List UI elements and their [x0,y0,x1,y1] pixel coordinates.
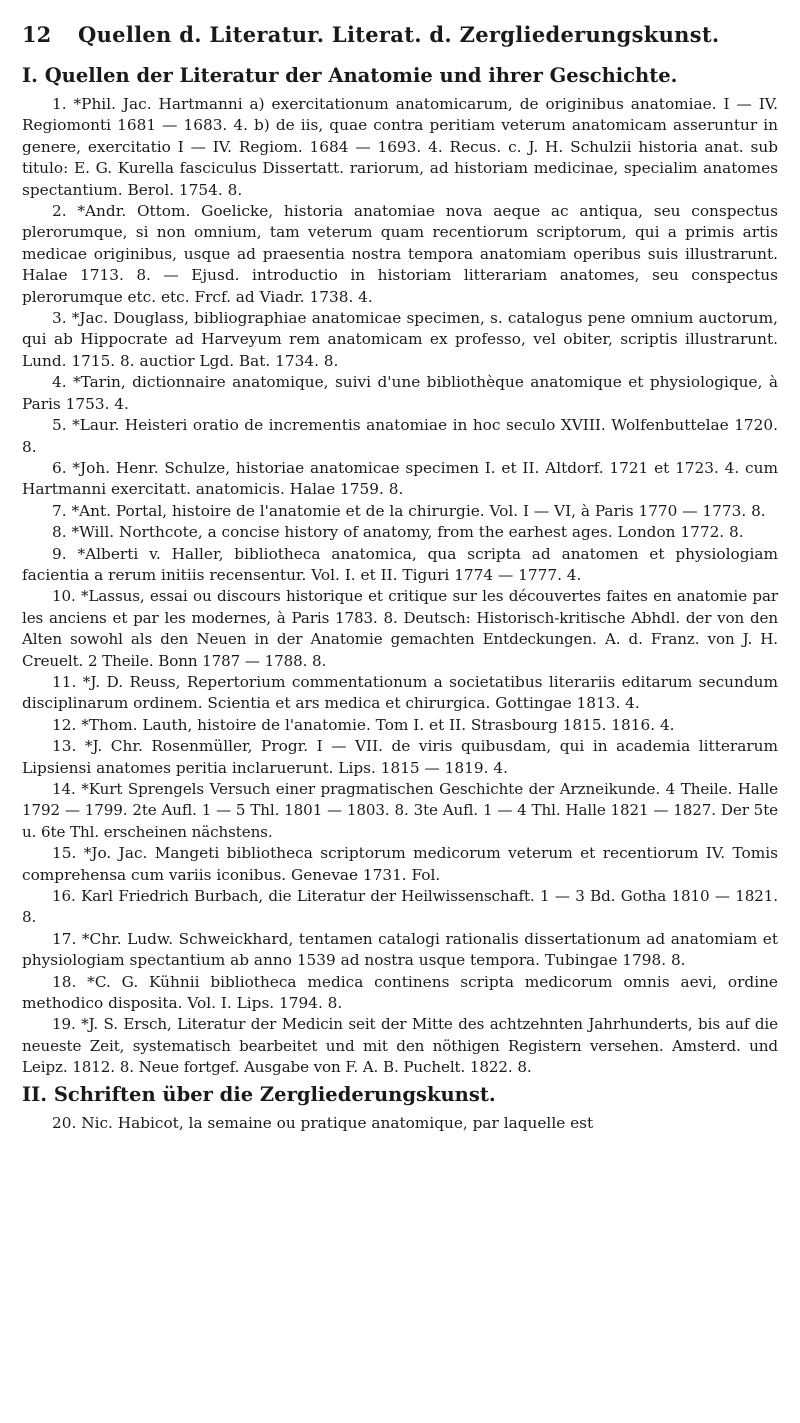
bibliography-entry-12: 12. *Thom. Lauth, histoire de l'anatomie. Tom I. et II. Strasbourg 1815. 1816. 4. [52,715,675,734]
running-head-title: Quellen d. Literatur. Literat. d. Zergliederungskunst. [78,22,720,47]
bibliography-entry-6: 6. *Joh. Henr. Schulze, historiae anatomicae specimen I. et II. Altdorf. 1721 et 1723. 4. cum Hartmanni exercitatt. anatomicis. Halae 1759. 8. [22,458,778,499]
bibliography-entry-20: 20. Nic. Habicot, la semaine ou pratique anatomique, par laquelle est [52,1113,594,1132]
bibliography-entry-7: 7. *Ant. Portal, histoire de l'anatomie et de la chirurgie. Vol. I — VI, à Paris 1770 — 1773. 8. [52,501,766,520]
page-number: 12 [22,22,52,47]
bibliography-entry-2: 2. *Andr. Ottom. Goelicke, historia anatomiae nova aeque ac antiqua, seu conspectus plerorumque, si non omnium, tam veterum quam recentiorum scriptorum, qui a primis artis medicae originibus, usque ad praesentia nostra tempora anatomiam operibus suis illustrarunt. Halae 1713. 8. — Ejusd. introductio in historiam litterariam anatomes, seu conspectus plerorumque etc. etc. Frcf. ad Viadr. 1738. 4. [22,202,778,306]
bibliography-entry-18: 18. *C. G. Kühnii bibliotheca medica continens scripta medicorum omnis aevi, ordine methodico disposita. Vol. I. Lips. 1794. 8. [22,972,778,1013]
bibliography-entry-16: 16. Karl Friedrich Burbach, die Literatur der Heilwissenschaft. 1 — 3 Bd. Gotha 1810 — 1821. 8. [22,887,778,927]
bibliography-entry-9: 9. *Alberti v. Haller, bibliotheca anatomica, qua scripta ad anatomen et physiologiam facientia a rerum initiis recensentur. Vol. I. et II. Tiguri 1774 — 1777. 4. [22,544,778,584]
section-heading-writings: II. Schriften über die Zergliederungskunst. [22,1082,496,1106]
bibliography-entry-11: 11. *J. D. Reuss, Repertorium commentationum a societatibus literariis editarum secundum disciplinarum ordinem. Scientia et ars medica et chirurgica. Gottingae 1813. 4. [22,672,778,713]
section-heading-sources: I. Quellen der Literatur der Anatomie und ihrer Geschichte. [22,64,678,87]
bibliography-entry-8: 8. *Will. Northcote, a concise history of anatomy, from the earhest ages. London 1772. 8. [52,523,744,542]
bibliography-entry-10: 10. *Lassus, essai ou discours historique et critique sur les découvertes faites en anatomie par les anciens et par les modernes, à Paris 1783. 8. Deutsch: Historisch-kritische Abhdl. der von den Alten sowohl als den Neuen in der Anatomie gemachten Entdeckungen. A. d. Franz. von J. H. Creuelt. 2 Theile. Bonn 1787 — 1788. 8. [22,587,778,670]
book-page [22,8,778,1134]
running-head [22,8,778,50]
bibliography-entry-1: 1. *Phil. Jac. Hartmanni a) exercitationum anatomicarum, de originibus anatomiae. I — IV. Regiomonti 1681 — 1683. 4. b) de iis, quae contra peritiam veterum anatomicam asseruntur in genere, exercitatio I — IV. Regiom. 1684 — 1693. 4. Recus. c. J. H. Schulzii historia anat. sub titulo: E. G. Kurella fasciculus Dissertatt. rariorum, ad historiam medicinae, specialim anatomes spectantium. Berol. 1754. 8. [22,95,778,199]
bibliography-entry-17: 17. *Chr. Ludw. Schweickhard, tentamen catalogi rationalis dissertationum ad anatomiam et physiologiam spectantium ab anno 1539 ad nostra usque tempora. Tubingae 1798. 8. [22,929,778,970]
bibliography-entry-19: 19. *J. S. Ersch, Literatur der Medicin seit der Mitte des achtzehnten Jahrhunderts, bis auf die neueste Zeit, systematisch bearbeitet und mit den nöthigen Registern versehen. Amsterd. und Leipz. 1812. 8. Neue fortgef. Ausgabe von F. A. B. Puchelt. 1822. 8. [22,1015,778,1077]
bibliography-entry-4: 4. *Tarin, dictionnaire anatomique, suivi d'une bibliothèque anatomique et physiologique, à Paris 1753. 4. [22,373,778,413]
bibliography-entry-13: 13. *J. Chr. Rosenmüller, Progr. I — VII. de viris quibusdam, qui in academia litterarum Lipsiensi anatomes peritia inclaruerunt. Lips. 1815 — 1819. 4. [22,737,778,777]
bibliography-entry-15: 15. *Jo. Jac. Mangeti bibliotheca scriptorum medicorum veterum et recentiorum IV. Tomis comprehensa cum variis iconibus. Genevae 1731. Fol. [22,844,778,884]
bibliography-entry-3: 3. *Jac. Douglass, bibliographiae anatomicae specimen, s. catalogus pene omnium auctorum, qui ab Hippocrate ad Harveyum rem anatomicam ex professo, vel obiter, scriptis illustrarunt. Lund. 1715. 8. auctior Lgd. Bat. 1734. 8. [22,309,778,370]
bibliography-entry-14: 14. *Kurt Sprengels Versuch einer pragmatischen Geschichte der Arzneikunde. 4 Theile. Halle 1792 — 1799. 2te Aufl. 1 — 5 Thl. 1801 — 1803. 8. 3te Aufl. 1 — 4 Thl. Halle 1821 — 1827. Der 5te u. 6te Thl. erscheinen nächstens. [22,780,778,841]
bibliography-entry-5: 5. *Laur. Heisteri oratio de incrementis anatomiae in hoc seculo XVIII. Wolfenbuttelae 1720. 8. [22,416,778,456]
